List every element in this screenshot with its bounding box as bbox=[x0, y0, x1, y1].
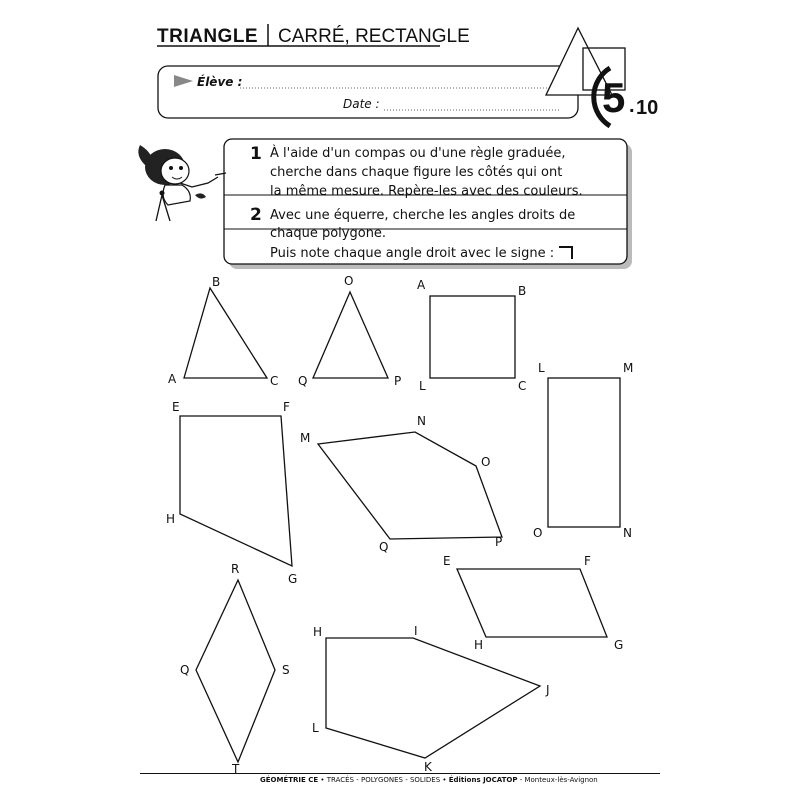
label-hex-q: Q bbox=[379, 540, 389, 554]
instruction-1-number: 1 bbox=[250, 144, 262, 164]
hex-mnopq bbox=[318, 432, 502, 539]
label-triangle-opq-p: P bbox=[394, 374, 402, 388]
instruction-2-line-2: chaque polygone. bbox=[270, 226, 387, 241]
footer-part-4: - Monteux-lès-Avignon bbox=[519, 776, 598, 784]
label-triangle-abc-a: A bbox=[168, 372, 177, 386]
instruction-1-line-2: cherche dans chaque figure les côtés qui ont bbox=[270, 165, 563, 180]
label-pent-l: L bbox=[312, 721, 319, 735]
sheet-number-dot: . bbox=[629, 95, 635, 117]
page-title: TRIANGLE bbox=[157, 26, 259, 47]
triangle-abc bbox=[184, 288, 267, 378]
label-para-f: F bbox=[584, 554, 591, 568]
footer bbox=[260, 776, 598, 784]
label-pent-k: K bbox=[424, 760, 432, 774]
label-rhombus-s: S bbox=[282, 663, 290, 677]
label-hex-n: N bbox=[417, 414, 426, 428]
label-quad-g: G bbox=[288, 572, 298, 586]
label-square-c: C bbox=[518, 379, 527, 393]
label-triangle-abc-c: C bbox=[270, 374, 279, 388]
footer-part-2: • TRACÉS - POLYGONES - SOLIDES • bbox=[320, 776, 447, 784]
label-para-e: E bbox=[443, 554, 451, 568]
pentagon-hijkl bbox=[326, 638, 540, 758]
instruction-1-line-3: la même mesure. Repère-les avec des couleurs. bbox=[270, 184, 583, 199]
label-hex-o: O bbox=[481, 455, 491, 469]
page-subtitle: CARRÉ, RECTANGLE bbox=[278, 26, 470, 47]
instruction-2-number: 2 bbox=[250, 205, 262, 225]
label-square-b: B bbox=[518, 284, 527, 298]
label-pent-i: I bbox=[414, 624, 418, 638]
square-abcl bbox=[430, 296, 515, 378]
label-para-h: H bbox=[474, 638, 484, 652]
footer-rule bbox=[140, 773, 660, 774]
label-rhombus-q: Q bbox=[180, 663, 190, 677]
label-quad-e: E bbox=[172, 400, 180, 414]
label-square-l: L bbox=[419, 379, 426, 393]
label-rhombus-r: R bbox=[231, 562, 240, 576]
sheet-number-main: 5 bbox=[602, 74, 626, 121]
label-rhombus-t: T bbox=[232, 762, 240, 776]
footer-part-1: GÉOMÉTRIE CE bbox=[260, 776, 319, 784]
label-para-g: G bbox=[614, 638, 624, 652]
rhombus-rqst bbox=[196, 580, 275, 762]
instruction-2-line-3: Puis note chaque angle droit avec le signe : bbox=[270, 246, 555, 261]
label-triangle-abc-b: B bbox=[212, 275, 221, 289]
label-pent-j: J bbox=[546, 683, 550, 697]
label-rect-m: M bbox=[623, 361, 634, 375]
quad-efgh bbox=[180, 416, 292, 566]
eleve-label: Élève : bbox=[197, 75, 243, 89]
sheet-number-sub: 10 bbox=[636, 97, 659, 119]
label-quad-h: H bbox=[166, 512, 176, 526]
label-triangle-opq-q: Q bbox=[298, 374, 308, 388]
label-pent-h: H bbox=[313, 625, 323, 639]
instruction-1-line-1: À l'aide d'un compas ou d'une règle graduée, bbox=[270, 146, 566, 161]
label-hex-p: P bbox=[495, 535, 503, 549]
label-quad-f: F bbox=[283, 400, 290, 414]
parallelogram-efgh bbox=[457, 569, 607, 637]
triangle-opq bbox=[313, 292, 388, 378]
label-square-a: A bbox=[417, 278, 426, 292]
label-hex-m: M bbox=[300, 431, 311, 445]
footer-part-3: Éditions JOCATOP bbox=[448, 776, 518, 784]
label-triangle-opq-o: O bbox=[344, 274, 354, 288]
label-rect-n: N bbox=[623, 526, 632, 540]
label-rect-l: L bbox=[538, 361, 545, 375]
instruction-2-line-1: Avec une équerre, cherche les angles droits de bbox=[270, 208, 576, 223]
rectangle-lmon bbox=[548, 378, 620, 527]
date-label: Date : bbox=[343, 97, 380, 111]
label-rect-o: O bbox=[533, 526, 543, 540]
